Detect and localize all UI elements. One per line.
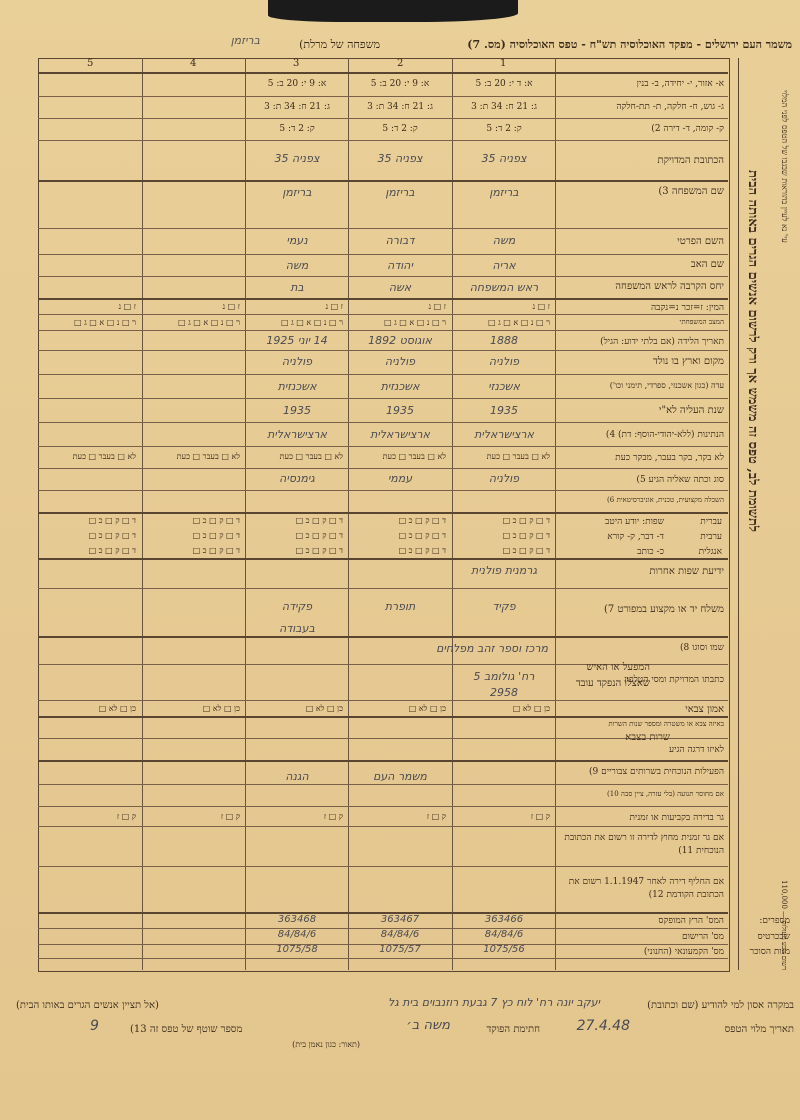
col-divider xyxy=(245,58,246,970)
row-line xyxy=(38,314,728,315)
option-lang-col3[interactable]: ד □ ק □ כ □ xyxy=(295,531,343,540)
shared-number-value: 9 xyxy=(90,1018,99,1034)
row-label-rank: לאיזו דרגה הגיע xyxy=(668,745,724,755)
option-sex-col2[interactable]: ז □ נ xyxy=(428,302,446,311)
col-header-4: 4 xyxy=(190,58,197,69)
option-lang-col5[interactable]: ד □ ק □ כ □ xyxy=(88,531,136,540)
person-3-serial-number: 363468 xyxy=(277,914,317,925)
row-label-public-service: הפעילות הנוכחית בשרותים צבוריים 9) xyxy=(588,767,724,777)
person-1-employer-phone: 2958 xyxy=(490,686,518,699)
row-label-floor: ק- קומה, ד- דירה 2) xyxy=(651,124,724,134)
option-lang-col1[interactable]: ד □ ק □ כ □ xyxy=(502,516,550,525)
person-2-citizenship: ארצישראלית xyxy=(370,428,430,441)
option-marital-col1[interactable]: ר □ נ □ א □ ג □ xyxy=(487,318,550,327)
row-line xyxy=(38,330,728,331)
person-1-first-name: משה xyxy=(492,234,516,247)
row-line xyxy=(38,422,728,423)
sugar-label: מנות הסוכר xyxy=(749,947,790,957)
person-1-occupation: פקיד xyxy=(492,600,516,613)
emergency-note: (אל תציין אנשים הגרים באותו הבית) xyxy=(16,1000,159,1011)
row-label-relation: יחס הקרבה לראש המשפחה xyxy=(615,281,724,292)
person-3-surname: בריזמן xyxy=(282,186,312,199)
person-1-grocer-number: 1075/56 xyxy=(483,944,525,955)
person-2-address-block: ג: 21 ח: 34 ת: 3 xyxy=(367,102,433,112)
person-1-employer-address: רח' גולומב 5 xyxy=(473,670,535,683)
row-label-area: א- אזור, י- יחידה, ב- בנין xyxy=(636,79,724,89)
person-2-aliyah-year: 1935 xyxy=(386,404,414,417)
option-lang-col3[interactable]: ד □ ק □ כ □ xyxy=(295,546,343,555)
person-2-date-of-birth: אוגוסט 1892 xyxy=(368,334,432,347)
row-label-aliyah: שנת העליה לא"י xyxy=(658,405,724,416)
row-line xyxy=(38,716,728,718)
person-1-date-of-birth: 1888 xyxy=(490,334,518,347)
option-lang-col4[interactable]: ד □ ק □ כ □ xyxy=(192,546,240,555)
row-label-grocer: מס' הקמעונאי (החנוני) xyxy=(643,947,724,957)
row-line xyxy=(38,826,728,827)
card-label: שבכרטיס xyxy=(757,932,790,942)
person-2-relation: אשה xyxy=(388,281,412,294)
row-label-surname: שם המשפחה 3) xyxy=(658,186,724,197)
side-note: עי' נא לעיין בהוראות שבגבו של הטפס לפני המלוי xyxy=(780,90,789,243)
row-line xyxy=(38,806,728,807)
col-divider xyxy=(348,58,349,970)
row-line xyxy=(38,118,728,119)
col-divider xyxy=(142,58,143,970)
row-label-army: באיזה צבא או משטרה ומספר שנות השרות xyxy=(608,720,724,728)
person-1-aliyah-year: 1935 xyxy=(490,404,518,417)
row-label-sex: המין: ז=זכר נ=נקבה xyxy=(650,303,724,313)
row-line xyxy=(38,298,728,300)
lang-english: אנגלית xyxy=(698,547,722,557)
row-label-higher-edu: השכלה מקצועית, טכנית, אוניברסיטאית 6) xyxy=(607,496,724,504)
person-3-citizenship: ארצישראלית xyxy=(267,428,327,441)
person-1-employer: מרכז וספר זהב מפלחים xyxy=(436,642,548,655)
row-label-eda: עדה (כגון אשכנזי, ספרדי, תימני וכו') xyxy=(609,381,724,390)
person-1-birthplace: פולניה xyxy=(488,355,520,368)
option-lang-col2[interactable]: ד □ ק □ כ □ xyxy=(398,546,446,555)
signature-note: (תאור: כגון נאמן בית) xyxy=(292,1040,360,1049)
col-header-1: 1 xyxy=(500,58,507,69)
col-divider xyxy=(452,58,453,970)
row-label-lang-write: כ- כותב xyxy=(637,547,664,557)
row-label-block: ג- גוש, ח- חלקה, ת- תת-חלקה xyxy=(616,102,724,112)
person-3-address-area: א: 9 י: 20 ב: 5 xyxy=(267,79,327,89)
person-2-father-name: יהודה xyxy=(387,259,413,272)
row-line xyxy=(38,468,728,469)
person-2-birthplace: פולניה xyxy=(384,355,416,368)
row-label-other-langs: ידיעת שפות אחרות xyxy=(649,566,724,577)
form-title: משמר העם ירושלים - מפקד האוכלוסיה תש"ח - טפס האוכלוסיה (מס. 7) xyxy=(467,38,792,51)
row-line xyxy=(38,446,728,447)
side-instruction: לתשומת לב, טפס זה משמש אך ורק לרשום אנשים הגרים באותה הבית xyxy=(745,170,760,532)
col-header-3: 3 xyxy=(293,58,300,69)
row-line xyxy=(38,700,728,701)
col-header-2: 2 xyxy=(397,58,404,69)
family-value: בריזמן xyxy=(230,34,260,47)
row-line xyxy=(38,374,728,375)
option-residence-col5[interactable]: ק □ ז xyxy=(116,812,136,821)
person-2-grocer-number: 1075/57 xyxy=(379,944,421,955)
torn-edge xyxy=(268,0,518,22)
row-line xyxy=(38,588,728,589)
person-2-registration-number: 84/84/6 xyxy=(380,929,420,940)
person-3-first-name: נעמי xyxy=(286,234,308,247)
person-1-father-name: אריה xyxy=(492,259,516,272)
option-lang-col5[interactable]: ד □ ק □ כ □ xyxy=(88,546,136,555)
row-label-disability: אם מחוסר תנועה (בלי עזרה, ציין סבה 10) xyxy=(607,790,724,798)
row-line xyxy=(38,228,728,229)
option-sex-col3[interactable]: ז □ נ xyxy=(325,302,343,311)
option-lang-col2[interactable]: ד □ ק □ כ □ xyxy=(398,531,446,540)
option-lang-col4[interactable]: ד □ ק □ כ □ xyxy=(192,516,240,525)
person-2-address-area: א: 9 י: 20 ב: 5 xyxy=(370,79,430,89)
person-1-registration-number: 84/84/6 xyxy=(484,929,524,940)
person-2-serial-number: 363467 xyxy=(380,914,420,925)
person-3-occupation: פקידה xyxy=(281,600,313,613)
option-marital-col2[interactable]: ר □ נ □ א □ ג □ xyxy=(383,318,446,327)
row-line xyxy=(38,180,728,182)
person-1-other-languages: גרמנית פולנית xyxy=(470,564,538,577)
person-2-address-floor: ק: 2 ד: 5 xyxy=(382,124,418,134)
signature-value: משה ב׳ xyxy=(406,1018,450,1033)
row-label-address: הכתובת המדויקת xyxy=(657,155,724,166)
row-line xyxy=(38,958,728,959)
row-line xyxy=(38,398,728,399)
row-line xyxy=(38,760,728,762)
row-label-firstname: השם הפרטי xyxy=(677,236,724,247)
person-1-address-block: ג: 21 ח: 34 ת: 3 xyxy=(471,102,537,112)
option-army-col5[interactable]: כן □ לא □ xyxy=(98,704,136,713)
person-3-father-name: משה xyxy=(285,259,309,272)
row-label-lang-speak: ד- דבר, ק- קורא xyxy=(607,532,664,542)
row-label-temp-address: אם גר זמנית מחוץ לדירה זו רשום את הכתובת הנוכחית 11) xyxy=(564,833,724,856)
mark-r29_3: הגנה xyxy=(285,770,309,783)
option-army-col1[interactable]: כן □ לא □ xyxy=(512,704,550,713)
person-1-community: אשכנזי xyxy=(488,380,520,393)
person-3-community: אשכנזית xyxy=(277,380,317,393)
row-label-prev-address: אם החליף דירה לאחר 1.1.1947 רשום את הכתובת הקודמת 12) xyxy=(568,877,724,900)
row-label-birthplace: מקום וארץ בו נולד xyxy=(653,356,724,367)
option-army-col4[interactable]: כן □ לא □ xyxy=(202,704,240,713)
person-1-serial-number: 363466 xyxy=(484,914,524,925)
person-2-address-text: צפניה 35 xyxy=(377,152,423,165)
row-line xyxy=(38,140,728,141)
row-label-residence: גר בדירה בקביעות או זמנית xyxy=(629,813,724,823)
emergency-label: במקרה אסון למי להודיע (שם וכתובת) xyxy=(647,1000,794,1011)
mark-r29_2: משמר העם xyxy=(373,770,427,783)
option-lang-col5[interactable]: ד □ ק □ כ □ xyxy=(88,516,136,525)
employer-group-label: המפעל או האיש xyxy=(586,662,650,673)
person-1-school-type: פולניה xyxy=(488,472,520,485)
row-label-lang-know: שפות: יודע היטב xyxy=(604,517,664,527)
option-marital-col3[interactable]: ר □ נ □ א □ ג □ xyxy=(280,318,343,327)
option-lang-col1[interactable]: ד □ ק □ כ □ xyxy=(502,546,550,555)
person-3-address-text: צפניה 35 xyxy=(274,152,320,165)
person-2-community: אשכנזית xyxy=(380,380,420,393)
row-label-serial: המס' הרץ המופקס xyxy=(658,916,724,926)
person-2-school-type: עממי xyxy=(387,472,413,485)
row-label-employer-address: כתבתו המדויקת ומסי הטלפון xyxy=(624,675,724,685)
row-line xyxy=(38,558,728,560)
emergency-value: יעקב יונה רח' לוח כץ 7 גבעת רוזנבוים בית גל xyxy=(387,996,600,1009)
option-residence-col2[interactable]: ק □ ז xyxy=(426,812,446,821)
row-label-military-training: אמון צבאי xyxy=(685,704,724,715)
option-school-col3[interactable]: לא □ בעבר □ כעת xyxy=(279,452,343,461)
person-3-address-block: ג: 21 ח: 34 ת: 3 xyxy=(264,102,330,112)
person-1-surname: בריזמן xyxy=(489,186,519,199)
option-school-col1[interactable]: לא □ בעבר □ כעת xyxy=(486,452,550,461)
option-army-col3[interactable]: כן □ לא □ xyxy=(305,704,343,713)
family-label: משפחה של מרלת) xyxy=(299,38,380,51)
row-label-dob: תאריך הלידה (אם בלתי ידוע: הגיל) xyxy=(600,337,724,347)
row-line xyxy=(38,636,728,638)
lang-hebrew: עברית xyxy=(700,517,722,527)
row-line xyxy=(38,490,728,491)
person-3-relation: בת xyxy=(290,281,304,294)
signature-label: חתימת הפוקד xyxy=(486,1024,540,1035)
person-2-surname: בריזמן xyxy=(385,186,415,199)
person-3-registration-number: 84/84/6 xyxy=(277,929,317,940)
person-3-school-type: גימנסיה xyxy=(279,472,315,485)
option-lang-col2[interactable]: ד □ ק □ כ □ xyxy=(398,516,446,525)
row-label-school-attendance: לא בקר, בקר בעבר, מבקר כעת xyxy=(615,453,724,463)
lang-arabic: ערבית xyxy=(700,532,722,542)
option-school-col4[interactable]: לא □ בעבר □ כעת xyxy=(176,452,240,461)
option-marital-col4[interactable]: ר □ נ □ א □ ג □ xyxy=(177,318,240,327)
option-lang-col3[interactable]: ד □ ק □ כ □ xyxy=(295,516,343,525)
row-label-citizenship: הנתינות (ללא-יהודי-הוסף: דת) 4) xyxy=(605,430,724,440)
row-line xyxy=(38,784,728,785)
person-1-address-area: א: ד י: 20 ב: 5 xyxy=(475,79,533,89)
date-label: תאריך מלוי הטפס xyxy=(724,1024,794,1035)
row-line xyxy=(38,72,728,74)
employer-group-label-2: שאצלו הנפקד עובד xyxy=(575,678,650,689)
person-1-relation: ראש המשפחה xyxy=(469,281,539,294)
row-label-father: שם האב xyxy=(690,259,724,270)
option-sex-col5[interactable]: ז □ נ xyxy=(118,302,136,311)
army-service-label: שרות בצבא xyxy=(625,732,670,743)
option-lang-col4[interactable]: ד □ ק □ כ □ xyxy=(192,531,240,540)
option-sex-col4[interactable]: ז □ נ xyxy=(222,302,240,311)
option-school-col2[interactable]: לא □ בעבר □ כעת xyxy=(382,452,446,461)
person-3-grocer-number: 1075/58 xyxy=(276,944,318,955)
row-line xyxy=(38,866,728,867)
shared-number-label: מספר שוטף של טפס זה 13) xyxy=(130,1024,243,1035)
row-label-occupation: משלח יד או מקצוע במפורט 7) xyxy=(603,604,724,615)
person-1-address-floor: ק: 2 ד: 5 xyxy=(486,124,522,134)
row-line xyxy=(38,276,728,277)
date-value: 27.4.48 xyxy=(576,1018,630,1034)
person-3-aliyah-year: 1935 xyxy=(283,404,311,417)
option-sex-col1[interactable]: ז □ נ xyxy=(532,302,550,311)
person-1-address-text: צפניה 35 xyxy=(481,152,527,165)
row-label-marital: המצב המשפחתי xyxy=(679,318,724,326)
row-label-school-type: סוג וכתה שאליה הגיע 5) xyxy=(636,475,724,485)
side-divider xyxy=(738,58,739,970)
print-note: רשום טבע מעולות — 110,000 xyxy=(780,880,788,971)
option-school-col5[interactable]: לא □ בעבר □ כעת xyxy=(72,452,136,461)
person-3-address-floor: ק: 2 ד: 5 xyxy=(279,124,315,134)
row-line xyxy=(38,96,728,97)
person-3-birthplace: פולניה xyxy=(281,355,313,368)
option-residence-col3[interactable]: ק □ ז xyxy=(323,812,343,821)
option-residence-col4[interactable]: ק □ ז xyxy=(220,812,240,821)
person-2-occupation: תופרת xyxy=(384,600,416,613)
row-line xyxy=(38,512,728,514)
row-line xyxy=(38,254,728,255)
mark-r23_3b: בעבודה xyxy=(279,622,315,635)
option-residence-col1[interactable]: ק □ ז xyxy=(530,812,550,821)
row-label-registration: מס' הרישום xyxy=(681,932,724,942)
row-line xyxy=(38,350,728,351)
person-1-citizenship: ארצישראלית xyxy=(474,428,534,441)
numbers-label: מספרים: xyxy=(759,916,790,926)
person-2-first-name: דבורה xyxy=(385,234,415,247)
col-header-5: 5 xyxy=(87,58,94,69)
person-3-date-of-birth: 14 יוני 1925 xyxy=(266,334,328,347)
form-title-bar xyxy=(0,34,800,54)
option-marital-col5[interactable]: ר □ נ □ א □ ג □ xyxy=(73,318,136,327)
row-label-employer-name: שמו וסוגו 8) xyxy=(680,643,724,653)
option-lang-col1[interactable]: ד □ ק □ כ □ xyxy=(502,531,550,540)
option-army-col2[interactable]: כן □ לא □ xyxy=(408,704,446,713)
